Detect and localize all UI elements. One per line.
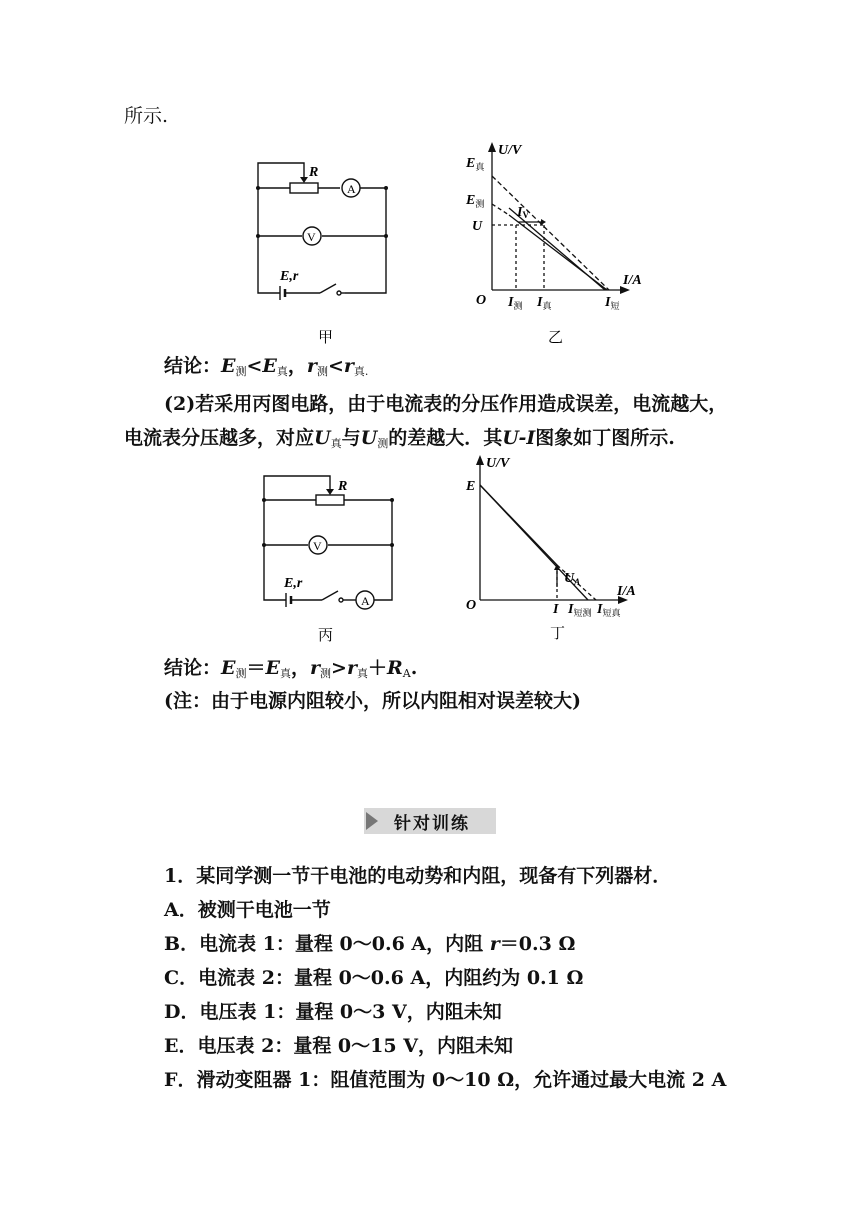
label-origin: O [476,293,487,308]
option-B: B．电流表 1：量程 0～0.6 A，内阻 r＝0.3 Ω [164,933,576,955]
label-I-meas: $I_测$ [508,295,523,311]
label-R: R [309,165,319,180]
ammeter-label: A [347,182,356,196]
label-R-2: R [338,479,348,494]
caption-jia: 甲 [318,328,334,346]
label-Er-2: E,r [284,576,303,591]
label-Iv: IV [517,205,529,220]
voltmeter-label-2: V [313,539,322,553]
caption-bing: 丙 [318,626,334,644]
label-E-2: E [466,479,476,494]
banner-label: 针对训练 [394,814,470,834]
conclusion-1: 结论：$E_测<E_真$，$r_测<r_{真.}$ [164,355,369,378]
paragraph-2-line-2: 电流表分压越多，对应$U_真$与$U_测$的差越大．其U-I图象如丁图所示. [124,427,675,450]
caption-ding: 丁 [550,624,566,642]
label-I-short-meas: $I_{短测}$ [568,602,592,618]
label-E-meas: $E_测$ [466,193,485,209]
section-banner [364,808,496,834]
option-E: E．电压表 2：量程 0～15 V，内阻未知 [164,1035,513,1057]
circuit-diagram-jia [250,160,395,345]
label-U: U [472,219,483,234]
label-I-short: $I_短$ [605,295,620,311]
label-I-true: $I_真$ [537,295,552,311]
caption-yi: 乙 [548,328,564,346]
question-stem: 1．某同学测一节干电池的电动势和内阻，现备有下列器材． [164,865,672,887]
arrow-icon [366,812,378,830]
conclusion-2: 结论：$E_测=E_真$，$r_测>r_真+R_A$. [164,657,418,680]
ui-graph-yi [462,142,662,347]
label-I-short-true: $I_{短真}$ [597,602,621,618]
option-F: F．滑动变阻器 1：阻值范围为 0～10 Ω，允许通过最大电流 2 A [164,1069,727,1091]
label-I: I [553,602,559,617]
paragraph-2-line-1: (2)若采用丙图电路，由于电流表的分压作用造成误差，电流越大， [164,393,728,415]
label-E-true: $E_真$ [466,156,485,172]
label-U-axis: U/V [498,143,522,158]
label-I-axis: I/A [623,273,642,288]
label-U-axis-2: U/V [486,456,510,471]
label-Er: E,r [280,269,299,284]
note-line: (注：由于电源内阻较小，所以内阻相对误差较大) [164,690,581,712]
ui-graph-ding [462,455,657,645]
intro-line: 所示. [124,105,169,127]
option-D: D．电压表 1：量程 0～3 V，内阻未知 [164,1001,502,1023]
label-UA: $U_A$ [564,571,581,587]
voltmeter-label: V [307,230,316,244]
circuit-diagram-bing [256,470,401,645]
label-origin-2: O [466,598,477,613]
ammeter-label-2: A [361,594,370,608]
option-C: C．电流表 2：量程 0～0.6 A，内阻约为 0.1 Ω [164,967,584,989]
option-A: A．被测干电池一节 [164,899,331,921]
label-I-axis-2: I/A [617,584,636,599]
